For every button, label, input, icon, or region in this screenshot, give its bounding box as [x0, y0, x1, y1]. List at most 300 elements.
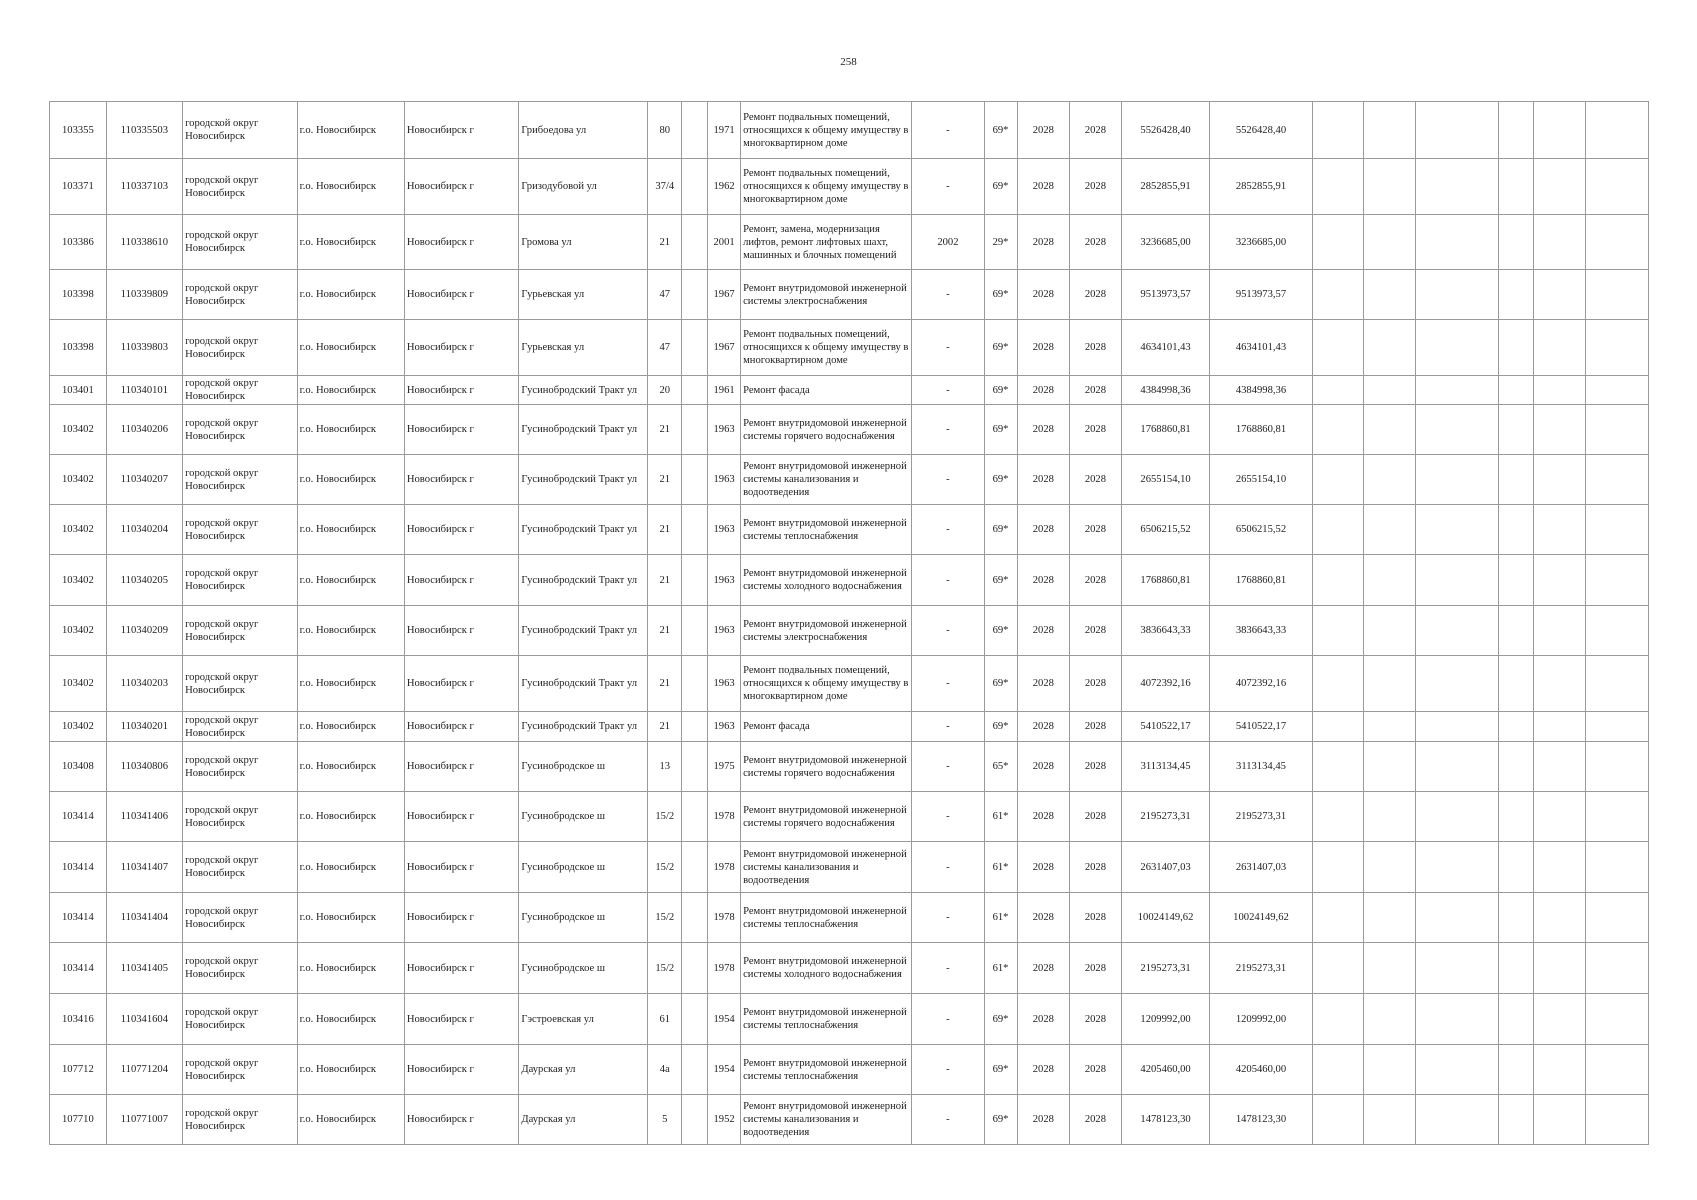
cell-street: Гусинобродское ш	[519, 842, 648, 893]
cell-empty	[1499, 994, 1534, 1045]
cell-build-year: 1978	[708, 943, 741, 994]
cell-cost: 6506215,52	[1121, 505, 1210, 555]
cell-empty	[1312, 893, 1364, 943]
cell-street: Гусинобродский Тракт ул	[519, 505, 648, 555]
cell-building	[682, 215, 708, 270]
cell-empty	[1364, 270, 1416, 320]
cell-empty	[1312, 994, 1364, 1045]
cell-wear-percent: 61*	[984, 792, 1017, 842]
cell-plan-year: 2028	[1017, 215, 1070, 270]
cell-city: Новосибирск г	[404, 712, 519, 742]
cell-city: Новосибирск г	[404, 606, 519, 656]
cell-empty	[1585, 606, 1648, 656]
cell-municipality: г.о. Новосибирск	[297, 320, 404, 376]
cell-empty	[1585, 376, 1648, 405]
cell-work-code: 110340207	[106, 455, 182, 505]
cell-empty	[1364, 842, 1416, 893]
cell-plan-year: 2028	[1017, 792, 1070, 842]
table-row	[50, 842, 1649, 893]
cell-empty	[1585, 555, 1648, 606]
cell-empty	[1312, 1045, 1364, 1095]
cell-wear-percent: 69*	[984, 320, 1017, 376]
cell-lift-year: -	[912, 656, 984, 712]
cell-city: Новосибирск г	[404, 102, 519, 159]
cell-empty	[1585, 893, 1648, 943]
cell-year-end: 2028	[1070, 943, 1122, 994]
cell-cost-total: 2631407,03	[1210, 842, 1312, 893]
cell-cost-total: 5526428,40	[1210, 102, 1312, 159]
cell-work-code: 110341404	[106, 893, 182, 943]
cell-district: городской округ Новосибирск	[183, 994, 298, 1045]
cell-build-year: 1975	[708, 742, 741, 792]
cell-empty	[1364, 376, 1416, 405]
cell-work-type: Ремонт внутридомовой инженерной системы горячего водоснабжения	[741, 792, 912, 842]
cell-cost: 3236685,00	[1121, 215, 1210, 270]
cell-object-id: 103398	[50, 270, 107, 320]
cell-empty	[1415, 792, 1499, 842]
cell-empty	[1415, 893, 1499, 943]
cell-empty	[1585, 102, 1648, 159]
cell-empty	[1499, 376, 1534, 405]
cell-cost: 2655154,10	[1121, 455, 1210, 505]
cell-building	[682, 842, 708, 893]
cell-build-year: 1967	[708, 320, 741, 376]
cell-empty	[1415, 376, 1499, 405]
cell-district: городской округ Новосибирск	[183, 1045, 298, 1095]
cell-empty	[1534, 656, 1586, 712]
cell-cost: 1209992,00	[1121, 994, 1210, 1045]
table-row	[50, 893, 1649, 943]
cell-municipality: г.о. Новосибирск	[297, 792, 404, 842]
cell-empty	[1499, 270, 1534, 320]
cell-lift-year: -	[912, 712, 984, 742]
table-row	[50, 742, 1649, 792]
cell-wear-percent: 69*	[984, 555, 1017, 606]
cell-district: городской округ Новосибирск	[183, 405, 298, 455]
cell-municipality: г.о. Новосибирск	[297, 159, 404, 215]
cell-work-type: Ремонт внутридомовой инженерной системы холодного водоснабжения	[741, 943, 912, 994]
cell-empty	[1415, 320, 1499, 376]
cell-empty	[1534, 712, 1586, 742]
cell-district: городской округ Новосибирск	[183, 712, 298, 742]
table-row	[50, 455, 1649, 505]
cell-district: городской округ Новосибирск	[183, 656, 298, 712]
cell-wear-percent: 69*	[984, 270, 1017, 320]
cell-object-id: 103402	[50, 505, 107, 555]
cell-work-type: Ремонт внутридомовой инженерной системы теплоснабжения	[741, 994, 912, 1045]
cell-street: Гусинобродский Тракт ул	[519, 455, 648, 505]
cell-empty	[1499, 405, 1534, 455]
cell-object-id: 103402	[50, 606, 107, 656]
cell-year-end: 2028	[1070, 742, 1122, 792]
cell-object-id: 103414	[50, 842, 107, 893]
cell-lift-year: -	[912, 1095, 984, 1145]
cell-city: Новосибирск г	[404, 505, 519, 555]
cell-object-id: 103401	[50, 376, 107, 405]
cell-empty	[1534, 102, 1586, 159]
cell-build-year: 1963	[708, 505, 741, 555]
cell-empty	[1499, 893, 1534, 943]
cell-district: городской округ Новосибирск	[183, 792, 298, 842]
cell-house-number: 21	[648, 405, 682, 455]
cell-district: городской округ Новосибирск	[183, 893, 298, 943]
cell-plan-year: 2028	[1017, 712, 1070, 742]
cell-empty	[1585, 943, 1648, 994]
cell-plan-year: 2028	[1017, 555, 1070, 606]
cell-lift-year: -	[912, 994, 984, 1045]
cell-street: Гусинобродский Тракт ул	[519, 712, 648, 742]
cell-work-type: Ремонт внутридомовой инженерной системы горячего водоснабжения	[741, 742, 912, 792]
cell-municipality: г.о. Новосибирск	[297, 842, 404, 893]
cell-build-year: 1978	[708, 842, 741, 893]
cell-wear-percent: 69*	[984, 606, 1017, 656]
cell-cost-total: 1209992,00	[1210, 994, 1312, 1045]
cell-lift-year: -	[912, 1045, 984, 1095]
cell-cost-total: 5410522,17	[1210, 712, 1312, 742]
cell-empty	[1499, 712, 1534, 742]
cell-street: Гусинобродский Тракт ул	[519, 405, 648, 455]
cell-empty	[1415, 215, 1499, 270]
cell-work-code: 110341405	[106, 943, 182, 994]
cell-empty	[1499, 320, 1534, 376]
cell-work-type: Ремонт внутридомовой инженерной системы канализования и водоотведения	[741, 1095, 912, 1145]
cell-build-year: 1962	[708, 159, 741, 215]
cell-empty	[1415, 656, 1499, 712]
cell-municipality: г.о. Новосибирск	[297, 1095, 404, 1145]
cell-object-id: 103414	[50, 943, 107, 994]
cell-plan-year: 2028	[1017, 943, 1070, 994]
cell-work-type: Ремонт внутридомовой инженерной системы теплоснабжения	[741, 893, 912, 943]
cell-build-year: 1978	[708, 792, 741, 842]
cell-empty	[1415, 102, 1499, 159]
cell-city: Новосибирск г	[404, 555, 519, 606]
cell-object-id: 103402	[50, 405, 107, 455]
cell-empty	[1415, 742, 1499, 792]
cell-empty	[1585, 159, 1648, 215]
cell-year-end: 2028	[1070, 606, 1122, 656]
table-row	[50, 1045, 1649, 1095]
cell-lift-year: -	[912, 555, 984, 606]
cell-municipality: г.о. Новосибирск	[297, 712, 404, 742]
cell-work-code: 110340101	[106, 376, 182, 405]
cell-municipality: г.о. Новосибирск	[297, 606, 404, 656]
cell-wear-percent: 61*	[984, 842, 1017, 893]
cell-house-number: 61	[648, 994, 682, 1045]
cell-empty	[1499, 455, 1534, 505]
cell-municipality: г.о. Новосибирск	[297, 943, 404, 994]
cell-street: Гусинобродское ш	[519, 943, 648, 994]
cell-municipality: г.о. Новосибирск	[297, 505, 404, 555]
cell-municipality: г.о. Новосибирск	[297, 455, 404, 505]
cell-work-type: Ремонт подвальных помещений, относящихся к общему имуществу в многоквартирном доме	[741, 320, 912, 376]
cell-work-code: 110340201	[106, 712, 182, 742]
cell-work-code: 110340205	[106, 555, 182, 606]
cell-plan-year: 2028	[1017, 606, 1070, 656]
cell-building	[682, 606, 708, 656]
cell-year-end: 2028	[1070, 555, 1122, 606]
cell-house-number: 15/2	[648, 893, 682, 943]
cell-street: Гусинобродское ш	[519, 893, 648, 943]
cell-cost-total: 4072392,16	[1210, 656, 1312, 712]
cell-wear-percent: 69*	[984, 656, 1017, 712]
table-row	[50, 1095, 1649, 1145]
cell-object-id: 103402	[50, 712, 107, 742]
cell-empty	[1364, 656, 1416, 712]
cell-empty	[1415, 712, 1499, 742]
cell-object-id: 107710	[50, 1095, 107, 1145]
cell-house-number: 21	[648, 555, 682, 606]
cell-object-id: 103416	[50, 994, 107, 1045]
cell-building	[682, 455, 708, 505]
cell-plan-year: 2028	[1017, 505, 1070, 555]
cell-empty	[1364, 1095, 1416, 1145]
cell-cost: 2631407,03	[1121, 842, 1210, 893]
cell-cost: 3836643,33	[1121, 606, 1210, 656]
table-row	[50, 505, 1649, 555]
cell-lift-year: -	[912, 270, 984, 320]
cell-plan-year: 2028	[1017, 376, 1070, 405]
cell-building	[682, 376, 708, 405]
table-body	[50, 102, 1649, 1145]
table-row	[50, 376, 1649, 405]
cell-municipality: г.о. Новосибирск	[297, 270, 404, 320]
cell-empty	[1534, 742, 1586, 792]
cell-empty	[1534, 792, 1586, 842]
cell-empty	[1499, 606, 1534, 656]
cell-work-type: Ремонт внутридомовой инженерной системы канализования и водоотведения	[741, 455, 912, 505]
cell-empty	[1364, 893, 1416, 943]
cell-build-year: 1971	[708, 102, 741, 159]
cell-cost-total: 2852855,91	[1210, 159, 1312, 215]
cell-building	[682, 405, 708, 455]
cell-district: городской округ Новосибирск	[183, 555, 298, 606]
cell-year-end: 2028	[1070, 405, 1122, 455]
cell-cost-total: 4634101,43	[1210, 320, 1312, 376]
cell-cost: 5410522,17	[1121, 712, 1210, 742]
cell-municipality: г.о. Новосибирск	[297, 656, 404, 712]
cell-lift-year: -	[912, 320, 984, 376]
cell-plan-year: 2028	[1017, 893, 1070, 943]
cell-work-code: 110340204	[106, 505, 182, 555]
cell-empty	[1364, 994, 1416, 1045]
cell-empty	[1312, 102, 1364, 159]
cell-street: Гурьевская ул	[519, 270, 648, 320]
cell-district: городской округ Новосибирск	[183, 943, 298, 994]
cell-building	[682, 943, 708, 994]
table-row	[50, 320, 1649, 376]
cell-empty	[1499, 792, 1534, 842]
cell-street: Гусинобродский Тракт ул	[519, 656, 648, 712]
cell-build-year: 2001	[708, 215, 741, 270]
table-row	[50, 792, 1649, 842]
cell-work-code: 110341407	[106, 842, 182, 893]
table-row	[50, 159, 1649, 215]
cell-empty	[1499, 742, 1534, 792]
cell-municipality: г.о. Новосибирск	[297, 742, 404, 792]
cell-object-id: 103408	[50, 742, 107, 792]
cell-lift-year: -	[912, 893, 984, 943]
cell-year-end: 2028	[1070, 712, 1122, 742]
cell-cost-total: 9513973,57	[1210, 270, 1312, 320]
table-row	[50, 943, 1649, 994]
table-row	[50, 712, 1649, 742]
cell-year-end: 2028	[1070, 159, 1122, 215]
cell-city: Новосибирск г	[404, 742, 519, 792]
cell-cost-total: 3836643,33	[1210, 606, 1312, 656]
cell-empty	[1534, 606, 1586, 656]
cell-empty	[1585, 270, 1648, 320]
cell-work-code: 110338610	[106, 215, 182, 270]
cell-house-number: 47	[648, 320, 682, 376]
cell-wear-percent: 69*	[984, 405, 1017, 455]
cell-empty	[1312, 1095, 1364, 1145]
cell-work-type: Ремонт подвальных помещений, относящихся к общему имуществу в многоквартирном доме	[741, 159, 912, 215]
cell-cost: 4072392,16	[1121, 656, 1210, 712]
cell-building	[682, 1095, 708, 1145]
cell-plan-year: 2028	[1017, 656, 1070, 712]
cell-empty	[1415, 455, 1499, 505]
cell-empty	[1585, 1095, 1648, 1145]
cell-cost-total: 10024149,62	[1210, 893, 1312, 943]
cell-district: городской округ Новосибирск	[183, 606, 298, 656]
cell-street: Гурьевская ул	[519, 320, 648, 376]
cell-house-number: 15/2	[648, 792, 682, 842]
cell-empty	[1585, 712, 1648, 742]
cell-city: Новосибирск г	[404, 376, 519, 405]
cell-year-end: 2028	[1070, 102, 1122, 159]
cell-empty	[1499, 1045, 1534, 1095]
cell-work-code: 110771007	[106, 1095, 182, 1145]
cell-municipality: г.о. Новосибирск	[297, 1045, 404, 1095]
cell-empty	[1499, 555, 1534, 606]
cell-empty	[1534, 893, 1586, 943]
cell-city: Новосибирск г	[404, 943, 519, 994]
cell-plan-year: 2028	[1017, 994, 1070, 1045]
cell-municipality: г.о. Новосибирск	[297, 376, 404, 405]
cell-object-id: 103402	[50, 656, 107, 712]
cell-house-number: 15/2	[648, 842, 682, 893]
cell-house-number: 4а	[648, 1045, 682, 1095]
cell-wear-percent: 69*	[984, 159, 1017, 215]
cell-plan-year: 2028	[1017, 1095, 1070, 1145]
cell-work-code: 110340203	[106, 656, 182, 712]
cell-building	[682, 712, 708, 742]
cell-city: Новосибирск г	[404, 792, 519, 842]
cell-city: Новосибирск г	[404, 842, 519, 893]
cell-year-end: 2028	[1070, 792, 1122, 842]
cell-year-end: 2028	[1070, 270, 1122, 320]
cell-plan-year: 2028	[1017, 102, 1070, 159]
cell-empty	[1415, 606, 1499, 656]
cell-house-number: 80	[648, 102, 682, 159]
cell-build-year: 1963	[708, 712, 741, 742]
cell-wear-percent: 29*	[984, 215, 1017, 270]
cell-year-end: 2028	[1070, 505, 1122, 555]
cell-work-type: Ремонт внутридомовой инженерной системы канализования и водоотведения	[741, 842, 912, 893]
cell-cost: 4634101,43	[1121, 320, 1210, 376]
cell-object-id: 103386	[50, 215, 107, 270]
cell-cost-total: 6506215,52	[1210, 505, 1312, 555]
cell-empty	[1534, 1095, 1586, 1145]
cell-empty	[1499, 215, 1534, 270]
cell-empty	[1312, 215, 1364, 270]
cell-city: Новосибирск г	[404, 320, 519, 376]
cell-house-number: 47	[648, 270, 682, 320]
cell-empty	[1415, 159, 1499, 215]
cell-city: Новосибирск г	[404, 405, 519, 455]
cell-work-code: 110335503	[106, 102, 182, 159]
cell-year-end: 2028	[1070, 376, 1122, 405]
cell-plan-year: 2028	[1017, 842, 1070, 893]
cell-empty	[1534, 376, 1586, 405]
cell-year-end: 2028	[1070, 656, 1122, 712]
cell-municipality: г.о. Новосибирск	[297, 893, 404, 943]
cell-empty	[1415, 842, 1499, 893]
cell-work-type: Ремонт внутридомовой инженерной системы горячего водоснабжения	[741, 405, 912, 455]
cell-plan-year: 2028	[1017, 455, 1070, 505]
cell-empty	[1415, 1045, 1499, 1095]
cell-empty	[1415, 555, 1499, 606]
cell-empty	[1585, 505, 1648, 555]
cell-cost: 1768860,81	[1121, 405, 1210, 455]
cell-build-year: 1963	[708, 555, 741, 606]
cell-building	[682, 555, 708, 606]
cell-house-number: 21	[648, 505, 682, 555]
cell-building	[682, 320, 708, 376]
cell-district: городской округ Новосибирск	[183, 376, 298, 405]
cell-empty	[1534, 215, 1586, 270]
cell-building	[682, 656, 708, 712]
cell-lift-year: -	[912, 505, 984, 555]
cell-object-id: 103414	[50, 893, 107, 943]
cell-cost-total: 2195273,31	[1210, 792, 1312, 842]
cell-wear-percent: 69*	[984, 455, 1017, 505]
cell-empty	[1364, 555, 1416, 606]
cell-empty	[1312, 606, 1364, 656]
cell-street: Гусинобродский Тракт ул	[519, 606, 648, 656]
cell-empty	[1585, 455, 1648, 505]
cell-work-code: 110339803	[106, 320, 182, 376]
cell-district: городской округ Новосибирск	[183, 742, 298, 792]
cell-empty	[1585, 1045, 1648, 1095]
table-row	[50, 555, 1649, 606]
cell-empty	[1312, 555, 1364, 606]
cell-empty	[1499, 842, 1534, 893]
cell-empty	[1312, 376, 1364, 405]
cell-house-number: 21	[648, 215, 682, 270]
cell-municipality: г.о. Новосибирск	[297, 555, 404, 606]
cell-cost: 2195273,31	[1121, 943, 1210, 994]
cell-plan-year: 2028	[1017, 405, 1070, 455]
table-row	[50, 102, 1649, 159]
cell-building	[682, 792, 708, 842]
cell-empty	[1312, 943, 1364, 994]
cell-empty	[1312, 792, 1364, 842]
cell-city: Новосибирск г	[404, 893, 519, 943]
cell-object-id: 103414	[50, 792, 107, 842]
cell-empty	[1585, 792, 1648, 842]
cell-plan-year: 2028	[1017, 270, 1070, 320]
cell-cost-total: 3236685,00	[1210, 215, 1312, 270]
cell-cost: 1768860,81	[1121, 555, 1210, 606]
cell-build-year: 1961	[708, 376, 741, 405]
cell-empty	[1534, 320, 1586, 376]
cell-work-type: Ремонт фасада	[741, 376, 912, 405]
cell-street: Даурская ул	[519, 1045, 648, 1095]
cell-cost-total: 1768860,81	[1210, 405, 1312, 455]
cell-work-type: Ремонт фасада	[741, 712, 912, 742]
cell-house-number: 21	[648, 656, 682, 712]
